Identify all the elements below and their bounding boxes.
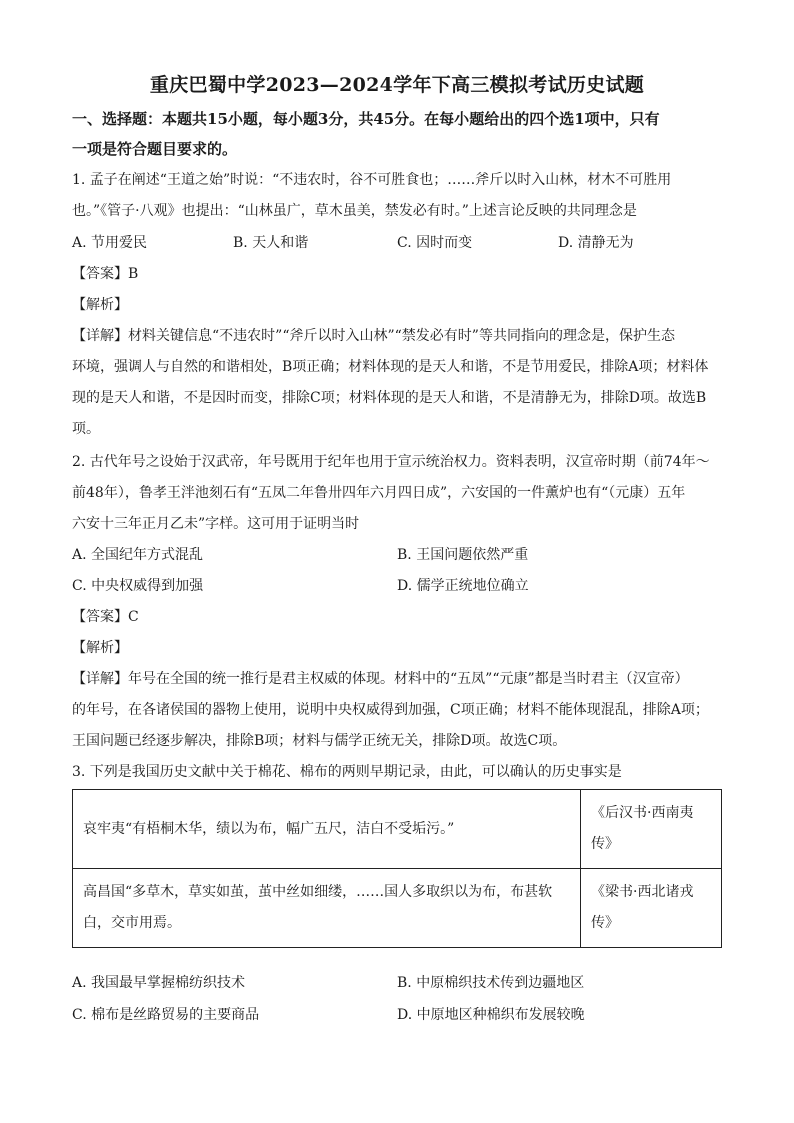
question-2-detail [72, 664, 724, 757]
question-3-option-a: A. 我国最早掌握棉纺织技术 [72, 975, 246, 991]
question-1-option-d: D. 清静无为 [558, 235, 634, 251]
page-title: 重庆巴蜀中学2023—2024学年下高三模拟考试历史试题 [149, 74, 645, 96]
detail-line: 现的是天人和谐，不是因时而变，排除C项；材料体现的是天人和谐，不是清静无为，排除D项。故选B [72, 390, 707, 406]
question-line: 也。”《管子·八观》也提出：“山林虽广，草木虽美，禁发必有时。”上述言论反映的共同理念是 [72, 203, 637, 219]
table-row [73, 869, 722, 948]
table-cell-text: 高昌国“多草木，草实如茧，茧中丝如细缕，……国人多取织以为布，布甚软白，交市用焉。 [73, 869, 581, 948]
question-2-answer: 【答案】C [72, 609, 139, 625]
section-heading-line: 一项是符合题目要求的。 [72, 140, 238, 158]
question-line: 六安十三年正月乙未”字样。这可用于证明当时 [72, 516, 360, 532]
question-3-option-c: C. 棉布是丝路贸易的主要商品 [72, 1007, 260, 1023]
table-cell-source: 《梁书·西北诸戎传》 [581, 869, 722, 948]
question-3-stem: 3. 下列是我国历史文献中关于棉花、棉布的两则早期记录，由此，可以确认的历史事实是 [72, 764, 622, 780]
question-1-option-b: B. 天人和谐 [233, 235, 309, 251]
source-table [72, 789, 722, 948]
table-cell-source: 《后汉书·西南夷传》 [581, 790, 722, 869]
table-cell-text: 哀牢夷“有梧桐木华，绩以为布，幅广五尺，洁白不受垢污。” [73, 790, 581, 869]
question-2-option-c: C. 中央权威得到加强 [72, 578, 204, 594]
question-2-option-a: A. 全国纪年方式混乱 [72, 547, 204, 563]
question-1-option-c: C. 因时而变 [397, 235, 473, 251]
question-1-option-a: A. 节用爱民 [72, 235, 148, 251]
detail-line: 【详解】材料关键信息“不违农时”“斧斤以时入山林”“禁发必有时”等共同指向的理念是，保护生态 [72, 328, 675, 344]
detail-line: 【详解】年号在全国的统一推行是君主权威的体现。材料中的“五凤”“元康”都是当时君主（汉宣帝） [72, 671, 689, 687]
question-1-answer: 【答案】B [72, 266, 139, 282]
detail-line: 的年号，在各诸侯国的器物上使用，说明中央权威得到加强，C项正确；材料不能体现混乱，排除A项； [72, 702, 709, 718]
detail-line: 王国问题已经逐步解决，排除B项；材料与儒学正统无关，排除D项。故选C项。 [72, 733, 567, 749]
question-2-analysis-label: 【解析】 [72, 640, 128, 656]
question-line: 前48年），鲁孝王泮池刻石有“五凤二年鲁卅四年六月四日成”，六安国的一件薰炉也有“（元康）五年 [72, 485, 686, 501]
question-2-option-b: B. 王国问题依然严重 [397, 547, 529, 563]
question-3-option-d: D. 中原地区种棉织布发展较晚 [397, 1007, 585, 1023]
question-line: 2. 古代年号之设始于汉武帝，年号既用于纪年也用于宣示统治权力。资料表明，汉宣帝时期（前74年～ [72, 454, 710, 470]
detail-line: 环境，强调人与自然的和谐相处，B项正确；材料体现的是天人和谐，不是节用爱民，排除A项；材料体 [72, 359, 709, 375]
question-1-stem [72, 165, 724, 227]
section-heading-line: 一、选择题：本题共15小题，每小题3分，共45分。在每小题给出的四个选1项中，只有 [72, 110, 660, 128]
question-line: 1. 孟子在阐述“王道之始”时说：“不违农时，谷不可胜食也；……斧斤以时入山林，材木不可胜用 [72, 172, 672, 188]
table-row [73, 790, 722, 869]
question-3-option-b: B. 中原棉织技术传到边疆地区 [397, 975, 585, 991]
question-2-stem [72, 447, 724, 540]
question-1-detail [72, 321, 724, 445]
question-1-analysis-label: 【解析】 [72, 297, 128, 313]
section-heading [72, 104, 724, 164]
detail-line: 项。 [72, 421, 100, 437]
question-2-option-d: D. 儒学正统地位确立 [397, 578, 529, 594]
